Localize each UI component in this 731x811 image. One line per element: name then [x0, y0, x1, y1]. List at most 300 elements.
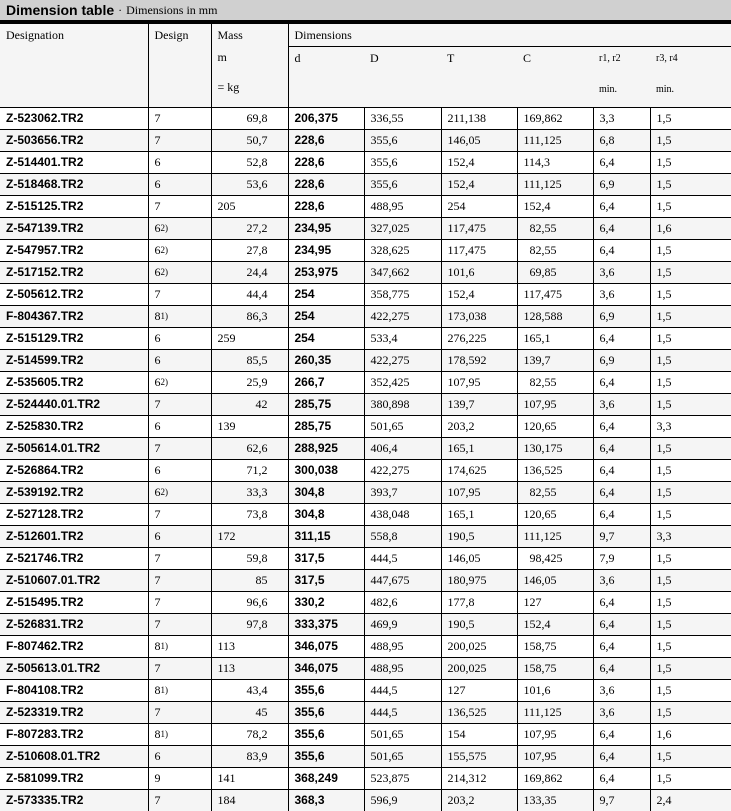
cell-designation: Z-526831.TR2 [0, 614, 148, 636]
design-value: 7 [155, 133, 161, 147]
design-value: 6 [155, 485, 161, 499]
cell-C [517, 636, 593, 658]
cell-designation: Z-505614.01.TR2 [0, 438, 148, 460]
table-row [0, 306, 731, 328]
cell-D: 501,65 [364, 724, 441, 746]
cell-D: 347,662 [364, 262, 441, 284]
mass-value: 78,2 [212, 724, 268, 744]
cell-D: 488,95 [364, 636, 441, 658]
cell-designation: Z-510608.01.TR2 [0, 746, 148, 768]
cell-mass [211, 658, 288, 680]
C-value: 158,75 [524, 639, 557, 653]
design-value: 6 [155, 221, 161, 235]
table-row [0, 790, 731, 811]
cell-T: 127 [441, 680, 517, 702]
cell-r3-r4: 1,5 [650, 702, 731, 724]
cell-r1-r2: 6,8 [593, 130, 650, 152]
cell-d: 228,6 [288, 174, 364, 196]
cell-r1-r2: 6,4 [593, 724, 650, 746]
cell-d: 355,6 [288, 680, 364, 702]
cell-d: 355,6 [288, 724, 364, 746]
cell-r3-r4: 3,3 [650, 416, 731, 438]
C-value: 101,6 [524, 683, 551, 697]
table-row [0, 724, 731, 746]
table-header [0, 24, 731, 108]
mass-value: 113 [212, 636, 274, 656]
C-value: 69,85 [524, 262, 557, 282]
cell-mass [211, 460, 288, 482]
cell-d: 368,249 [288, 768, 364, 790]
design-footnote: 2) [161, 267, 169, 277]
cell-r3-r4: 1,5 [650, 240, 731, 262]
cell-D: 352,425 [364, 372, 441, 394]
cell-designation: Z-505612.TR2 [0, 284, 148, 306]
cell-r1-r2: 6,4 [593, 460, 650, 482]
cell-T: 173,038 [441, 306, 517, 328]
table-row [0, 218, 731, 240]
cell-design [148, 174, 211, 196]
cell-r3-r4: 1,5 [650, 350, 731, 372]
cell-r3-r4: 1,5 [650, 746, 731, 768]
design-value: 6 [155, 155, 161, 169]
header-r3-r4: r3, r4 [650, 47, 731, 74]
mass-value: 52,8 [212, 152, 268, 172]
cell-C [517, 284, 593, 306]
cell-r3-r4: 1,5 [650, 658, 731, 680]
cell-mass [211, 240, 288, 262]
mass-value: 53,6 [212, 174, 268, 194]
cell-T: 117,475 [441, 218, 517, 240]
cell-mass [211, 350, 288, 372]
table-row [0, 130, 731, 152]
cell-C [517, 680, 593, 702]
mass-value: 113 [212, 658, 274, 678]
cell-designation: Z-514599.TR2 [0, 350, 148, 372]
cell-designation: F-807283.TR2 [0, 724, 148, 746]
mass-value: 27,2 [212, 218, 268, 238]
C-value: 111,125 [524, 177, 562, 191]
table-row [0, 702, 731, 724]
cell-r1-r2: 3,6 [593, 570, 650, 592]
cell-T: 117,475 [441, 240, 517, 262]
cell-T: 165,1 [441, 438, 517, 460]
cell-d: 333,375 [288, 614, 364, 636]
cell-r1-r2: 6,4 [593, 218, 650, 240]
design-value: 7 [155, 551, 161, 565]
cell-r1-r2: 6,4 [593, 196, 650, 218]
cell-design [148, 570, 211, 592]
cell-r1-r2: 3,6 [593, 680, 650, 702]
C-value: 107,95 [524, 727, 557, 741]
cell-mass [211, 746, 288, 768]
cell-T: 152,4 [441, 152, 517, 174]
C-value: 117,475 [524, 287, 563, 301]
table-row [0, 152, 731, 174]
mass-value: 85 [212, 570, 268, 590]
cell-r3-r4: 1,5 [650, 196, 731, 218]
design-footnote: 2) [161, 487, 169, 497]
cell-r1-r2: 6,9 [593, 306, 650, 328]
cell-C [517, 438, 593, 460]
design-value: 8 [155, 727, 161, 741]
C-value: 169,862 [524, 111, 563, 125]
mass-value: 42 [212, 394, 268, 414]
cell-d: 311,15 [288, 526, 364, 548]
header-r1-r2: r1, r2 [593, 47, 650, 74]
design-value: 6 [155, 243, 161, 257]
design-value: 7 [155, 287, 161, 301]
cell-C [517, 460, 593, 482]
cell-D: 355,6 [364, 152, 441, 174]
cell-designation: Z-515495.TR2 [0, 592, 148, 614]
mass-value: 184 [212, 790, 274, 810]
mass-value: 172 [212, 526, 274, 546]
cell-T: 200,025 [441, 658, 517, 680]
cell-D: 438,048 [364, 504, 441, 526]
cell-D: 482,6 [364, 592, 441, 614]
cell-D: 336,55 [364, 108, 441, 130]
cell-design [148, 504, 211, 526]
cell-r3-r4: 1,5 [650, 636, 731, 658]
cell-C [517, 592, 593, 614]
C-value: 111,125 [524, 705, 562, 719]
cell-C [517, 262, 593, 284]
cell-d: 228,6 [288, 152, 364, 174]
mass-value: 141 [212, 768, 274, 788]
table-row [0, 680, 731, 702]
cell-r3-r4: 1,5 [650, 152, 731, 174]
mass-value: 86,3 [212, 306, 268, 326]
cell-design [148, 284, 211, 306]
table-title-bar [0, 0, 731, 24]
table-row [0, 262, 731, 284]
cell-r1-r2: 3,6 [593, 702, 650, 724]
cell-designation: Z-524440.01.TR2 [0, 394, 148, 416]
cell-r1-r2: 3,6 [593, 284, 650, 306]
cell-d: 228,6 [288, 130, 364, 152]
cell-designation: Z-518468.TR2 [0, 174, 148, 196]
cell-d: 317,5 [288, 548, 364, 570]
cell-d: 300,038 [288, 460, 364, 482]
table-row [0, 372, 731, 394]
table-row [0, 570, 731, 592]
cell-C [517, 350, 593, 372]
cell-T: 203,2 [441, 790, 517, 811]
cell-C [517, 372, 593, 394]
cell-mass [211, 614, 288, 636]
cell-r1-r2: 6,9 [593, 174, 650, 196]
header-C: C [517, 47, 593, 74]
cell-designation: Z-505613.01.TR2 [0, 658, 148, 680]
design-value: 6 [155, 265, 161, 279]
cell-d: 234,95 [288, 240, 364, 262]
header-r3-r4-min: min. [650, 73, 731, 108]
cell-r1-r2: 6,4 [593, 768, 650, 790]
header-mass-unit: = kg [218, 76, 288, 98]
C-value: 107,95 [524, 749, 557, 763]
cell-d: 346,075 [288, 636, 364, 658]
mass-value: 205 [212, 196, 274, 216]
cell-r1-r2: 6,4 [593, 328, 650, 350]
mass-value: 139 [212, 416, 274, 436]
table-row [0, 504, 731, 526]
cell-r3-r4: 2,4 [650, 790, 731, 811]
cell-design [148, 460, 211, 482]
table-row [0, 592, 731, 614]
design-value: 8 [155, 309, 161, 323]
cell-designation: Z-525830.TR2 [0, 416, 148, 438]
cell-T: 276,225 [441, 328, 517, 350]
title-separator: · [118, 3, 122, 18]
cell-design [148, 438, 211, 460]
cell-design [148, 218, 211, 240]
cell-D: 488,95 [364, 196, 441, 218]
cell-r3-r4: 3,3 [650, 526, 731, 548]
cell-d: 285,75 [288, 416, 364, 438]
table-title: Dimension table [6, 2, 114, 18]
C-value: 128,588 [524, 309, 563, 323]
C-value: 120,65 [524, 507, 557, 521]
cell-T: 211,138 [441, 108, 517, 130]
cell-D: 393,7 [364, 482, 441, 504]
cell-D: 422,275 [364, 350, 441, 372]
cell-design [148, 394, 211, 416]
cell-mass [211, 482, 288, 504]
dimension-table [0, 24, 731, 811]
cell-mass [211, 328, 288, 350]
cell-designation: Z-547139.TR2 [0, 218, 148, 240]
mass-value: 97,8 [212, 614, 268, 634]
cell-C [517, 790, 593, 811]
cell-r1-r2: 6,4 [593, 372, 650, 394]
cell-r1-r2: 6,4 [593, 592, 650, 614]
table-row [0, 416, 731, 438]
cell-r3-r4: 1,5 [650, 372, 731, 394]
cell-D: 444,5 [364, 680, 441, 702]
cell-d: 254 [288, 328, 364, 350]
cell-design [148, 196, 211, 218]
cell-C [517, 526, 593, 548]
cell-designation: Z-573335.TR2 [0, 790, 148, 811]
mass-value: 50,7 [212, 130, 268, 150]
cell-D: 447,675 [364, 570, 441, 592]
C-value: 165,1 [524, 331, 551, 345]
cell-r1-r2: 3,3 [593, 108, 650, 130]
cell-d: 346,075 [288, 658, 364, 680]
mass-value: 44,4 [212, 284, 268, 304]
cell-mass [211, 504, 288, 526]
cell-C [517, 548, 593, 570]
cell-design [148, 636, 211, 658]
cell-D: 355,6 [364, 130, 441, 152]
cell-mass [211, 790, 288, 811]
cell-design [148, 724, 211, 746]
design-value: 7 [155, 705, 161, 719]
cell-r3-r4: 1,5 [650, 482, 731, 504]
header-mass-symbol: m [218, 46, 288, 68]
cell-T: 152,4 [441, 174, 517, 196]
mass-value: 59,8 [212, 548, 268, 568]
cell-C [517, 130, 593, 152]
table-row [0, 482, 731, 504]
cell-D: 422,275 [364, 306, 441, 328]
cell-d: 285,75 [288, 394, 364, 416]
cell-designation: Z-527128.TR2 [0, 504, 148, 526]
table-row [0, 548, 731, 570]
cell-r1-r2: 6,4 [593, 746, 650, 768]
cell-mass [211, 416, 288, 438]
cell-T: 101,6 [441, 262, 517, 284]
cell-mass [211, 724, 288, 746]
mass-value: 85,5 [212, 350, 268, 370]
C-value: 107,95 [524, 397, 557, 411]
cell-design [148, 130, 211, 152]
cell-mass [211, 174, 288, 196]
cell-T: 177,8 [441, 592, 517, 614]
cell-T: 200,025 [441, 636, 517, 658]
cell-designation: F-804367.TR2 [0, 306, 148, 328]
cell-r3-r4: 1,5 [650, 460, 731, 482]
cell-design [148, 372, 211, 394]
cell-T: 180,975 [441, 570, 517, 592]
C-value: 111,125 [524, 133, 562, 147]
cell-design [148, 592, 211, 614]
C-value: 120,65 [524, 419, 557, 433]
design-value: 6 [155, 529, 161, 543]
cell-C [517, 394, 593, 416]
cell-C [517, 218, 593, 240]
cell-design [148, 548, 211, 570]
cell-C [517, 658, 593, 680]
cell-C [517, 152, 593, 174]
design-value: 8 [155, 639, 161, 653]
C-value: 82,55 [524, 372, 557, 392]
mass-value: 27,8 [212, 240, 268, 260]
cell-D: 406,4 [364, 438, 441, 460]
cell-T: 107,95 [441, 482, 517, 504]
cell-T: 152,4 [441, 284, 517, 306]
cell-T: 203,2 [441, 416, 517, 438]
cell-d: 253,975 [288, 262, 364, 284]
design-value: 7 [155, 507, 161, 521]
cell-designation: Z-547957.TR2 [0, 240, 148, 262]
cell-design [148, 350, 211, 372]
cell-D: 523,875 [364, 768, 441, 790]
cell-designation: F-804108.TR2 [0, 680, 148, 702]
table-row [0, 240, 731, 262]
cell-d: 355,6 [288, 746, 364, 768]
cell-designation: Z-535605.TR2 [0, 372, 148, 394]
C-value: 111,125 [524, 529, 562, 543]
C-value: 82,55 [524, 218, 557, 238]
mass-value: 96,6 [212, 592, 268, 612]
design-value: 7 [155, 441, 161, 455]
cell-designation: Z-510607.01.TR2 [0, 570, 148, 592]
C-value: 98,425 [524, 548, 563, 568]
design-footnote: 1) [161, 685, 169, 695]
design-value: 6 [155, 177, 161, 191]
header-designation: Designation [0, 24, 148, 108]
table-row [0, 328, 731, 350]
cell-mass [211, 768, 288, 790]
mass-value: 33,3 [212, 482, 268, 502]
cell-mass [211, 438, 288, 460]
cell-design [148, 658, 211, 680]
cell-mass [211, 372, 288, 394]
table-row [0, 636, 731, 658]
C-value: 169,862 [524, 771, 563, 785]
table-row [0, 174, 731, 196]
cell-design [148, 306, 211, 328]
cell-d: 254 [288, 284, 364, 306]
design-value: 6 [155, 331, 161, 345]
C-value: 82,55 [524, 240, 557, 260]
cell-D: 501,65 [364, 416, 441, 438]
mass-value: 73,8 [212, 504, 268, 524]
cell-D: 328,625 [364, 240, 441, 262]
cell-r3-r4: 1,5 [650, 548, 731, 570]
cell-mass [211, 636, 288, 658]
mass-value: 45 [212, 702, 268, 722]
cell-D: 444,5 [364, 548, 441, 570]
C-value: 82,55 [524, 482, 557, 502]
cell-design [148, 768, 211, 790]
design-value: 7 [155, 573, 161, 587]
cell-r3-r4: 1,6 [650, 724, 731, 746]
cell-designation: Z-512601.TR2 [0, 526, 148, 548]
cell-C [517, 174, 593, 196]
cell-r3-r4: 1,5 [650, 130, 731, 152]
design-value: 6 [155, 463, 161, 477]
cell-design [148, 702, 211, 724]
table-row [0, 526, 731, 548]
cell-d: 317,5 [288, 570, 364, 592]
cell-design [148, 262, 211, 284]
cell-r1-r2: 6,9 [593, 350, 650, 372]
cell-design [148, 240, 211, 262]
table-row [0, 108, 731, 130]
design-value: 7 [155, 793, 161, 807]
cell-C [517, 702, 593, 724]
cell-T: 214,312 [441, 768, 517, 790]
cell-r3-r4: 1,5 [650, 328, 731, 350]
cell-C [517, 306, 593, 328]
cell-r1-r2: 6,4 [593, 614, 650, 636]
cell-C [517, 768, 593, 790]
cell-T: 139,7 [441, 394, 517, 416]
table-row [0, 350, 731, 372]
cell-designation: Z-517152.TR2 [0, 262, 148, 284]
cell-r3-r4: 1,6 [650, 218, 731, 240]
mass-value: 62,6 [212, 438, 268, 458]
cell-r3-r4: 1,5 [650, 614, 731, 636]
cell-r3-r4: 1,5 [650, 680, 731, 702]
cell-D: 327,025 [364, 218, 441, 240]
cell-D: 380,898 [364, 394, 441, 416]
C-value: 146,05 [524, 573, 557, 587]
design-value: 7 [155, 199, 161, 213]
cell-C [517, 196, 593, 218]
cell-d: 304,8 [288, 504, 364, 526]
cell-design [148, 790, 211, 811]
design-footnote: 1) [161, 311, 169, 321]
cell-D: 488,95 [364, 658, 441, 680]
cell-r3-r4: 1,5 [650, 438, 731, 460]
cell-T: 165,1 [441, 504, 517, 526]
header-r1-r2-min: min. [593, 73, 650, 108]
cell-r1-r2: 3,6 [593, 262, 650, 284]
table-row [0, 438, 731, 460]
